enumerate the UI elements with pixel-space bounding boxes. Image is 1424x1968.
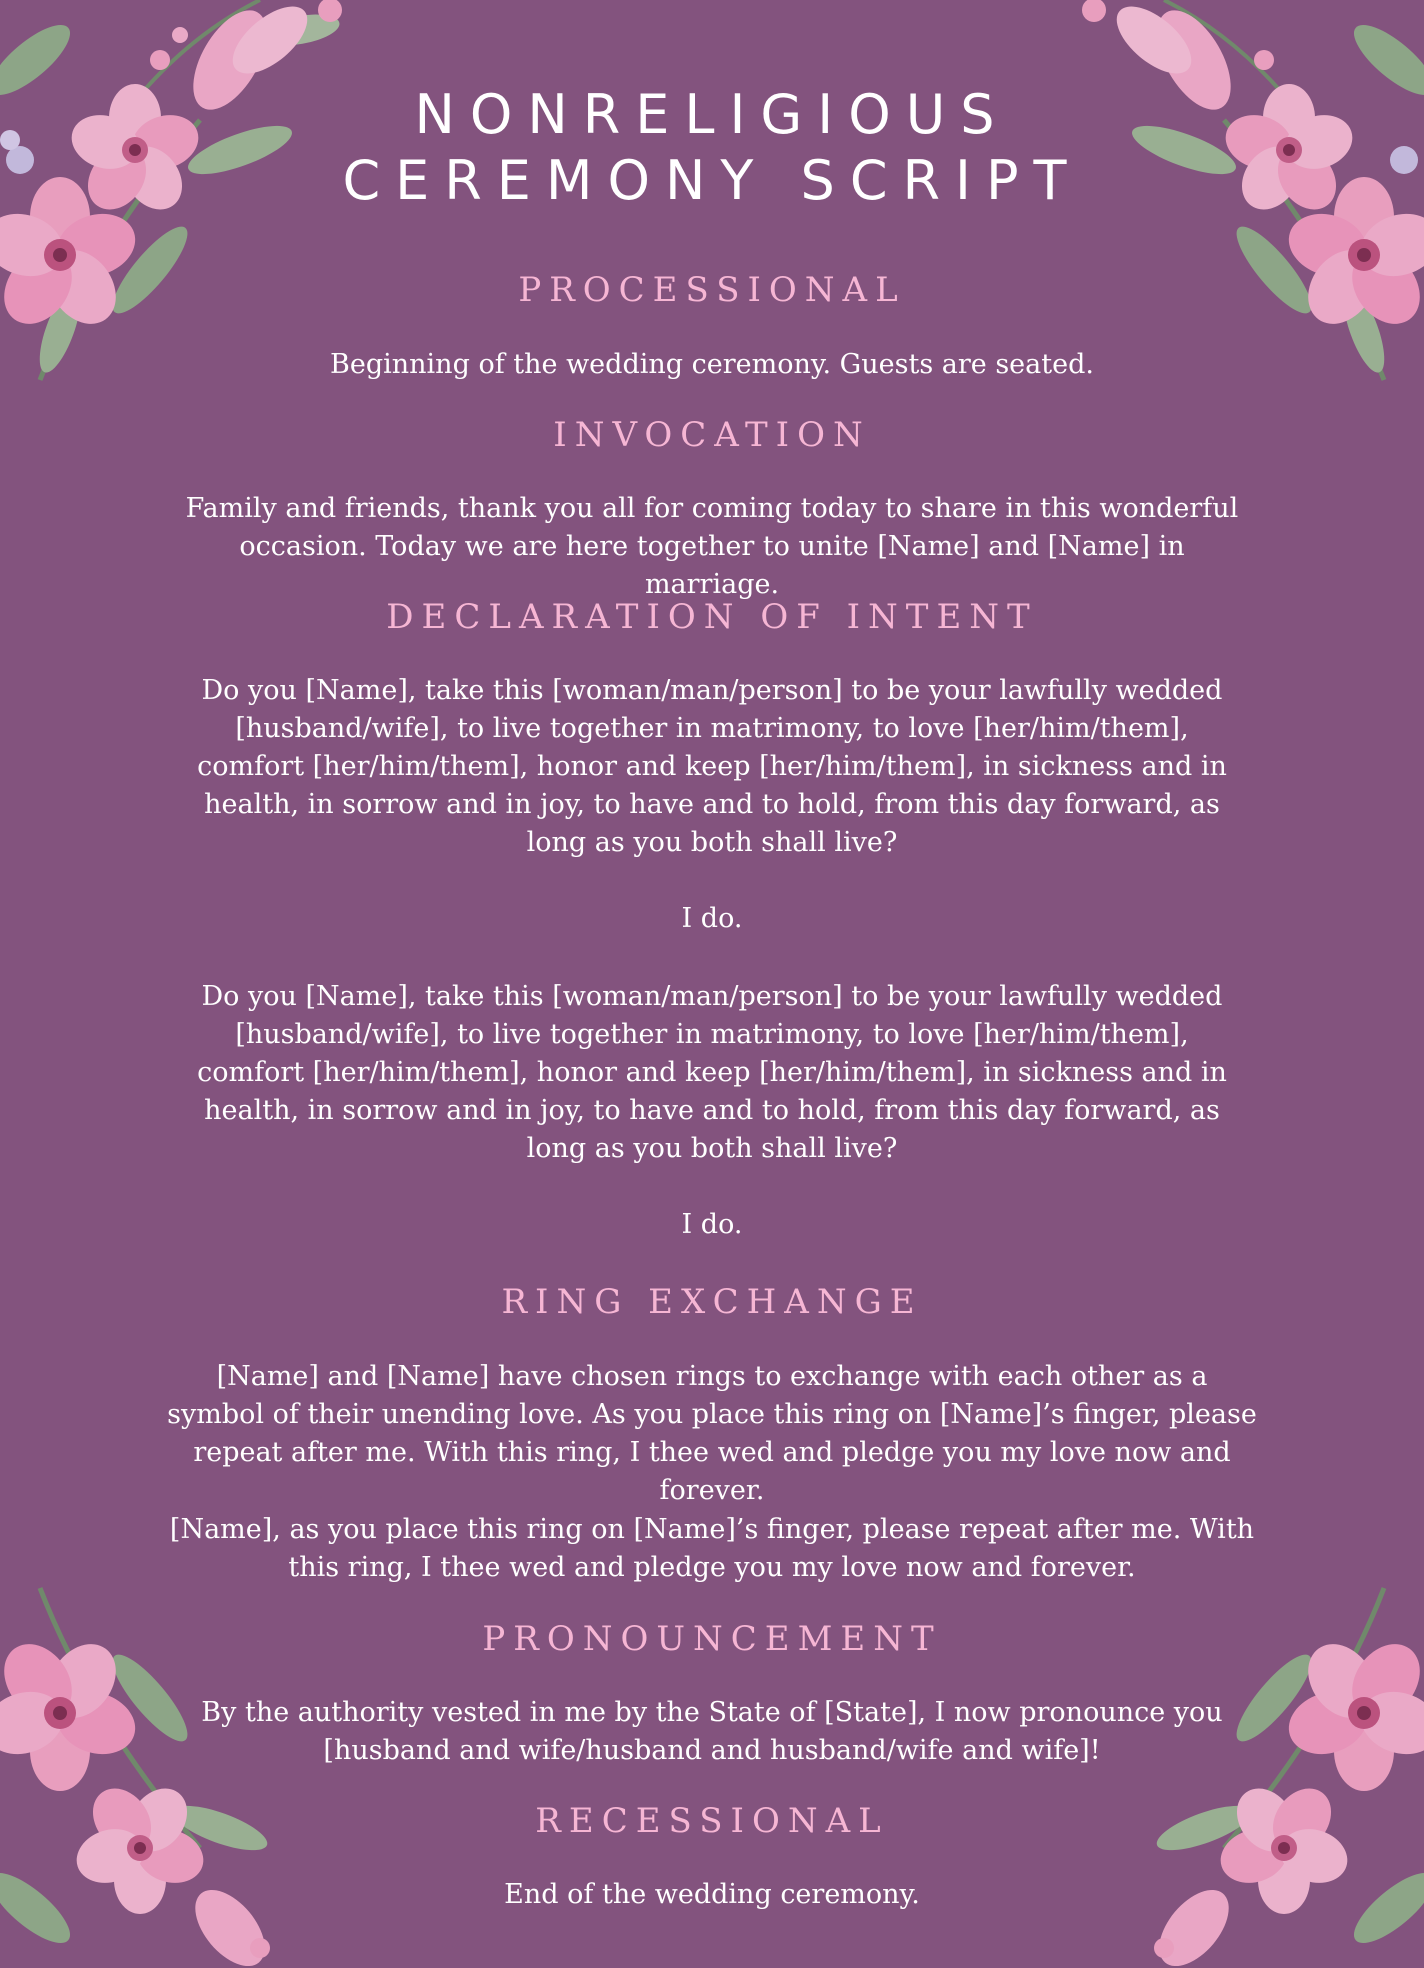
heading-ring-exchange: RING EXCHANGE (501, 1282, 923, 1322)
page-title (160, 82, 1264, 214)
heading-recessional: RECESSIONAL (535, 1801, 889, 1841)
pronouncement-text: By the authority vested in me by the State of [State], I now pronounce you [husband and wife/husband and husband/wife and wife]! (201, 1697, 1223, 1766)
heading-declaration: DECLARATION OF INTENT (386, 597, 1038, 637)
invocation-text: Family and friends, thank you all for coming today to share in this wonderful occasion. Today we are here together to unite [Name] and [Name] in marriage. (185, 493, 1239, 600)
ring-exchange-text-2: [Name], as you place this ring on [Name]’s finger, please repeat after me. With this ring, I thee wed and pledge you my love now and forever. (169, 1514, 1255, 1583)
recessional-text: End of the wedding ceremony. (504, 1879, 920, 1910)
heading-invocation: INVOCATION (553, 415, 871, 455)
processional-text: Beginning of the wedding ceremony. Guests are seated. (330, 349, 1094, 380)
declaration-vow-2: Do you [Name], take this [woman/man/person] to be your lawfully wedded [husband/wife], to live together in matrimony, to love [her/him/them], comfort [her/him/them], honor and keep [her/him/them], in sickness and in health, in sorrow and in joy, to have and to hold, from this day forward, as long as you both shall live? (197, 981, 1227, 1164)
title-line-1: NONRELIGIOUS (414, 83, 1010, 146)
heading-pronouncement: PRONOUNCEMENT (482, 1619, 942, 1659)
title-line-2: CEREMONY SCRIPT (342, 149, 1082, 212)
declaration-answer-1: I do. (681, 903, 743, 934)
ring-exchange-text-1: [Name] and [Name] have chosen rings to exchange with each other as a symbol of their unending love. As you place this ring on [Name]’s finger, please repeat after me. With this ring, I thee wed and pledge you my love now and forever. (167, 1361, 1257, 1506)
declaration-answer-2: I do. (681, 1209, 743, 1240)
declaration-vow-1: Do you [Name], take this [woman/man/person] to be your lawfully wedded [husband/wife], to live together in matrimony, to love [her/him/them], comfort [her/him/them], honor and keep [her/him/them], in sickness and in health, in sorrow and in joy, to have and to hold, from this day forward, as long as you both shall live? (197, 675, 1227, 858)
heading-processional: PROCESSIONAL (518, 270, 906, 310)
